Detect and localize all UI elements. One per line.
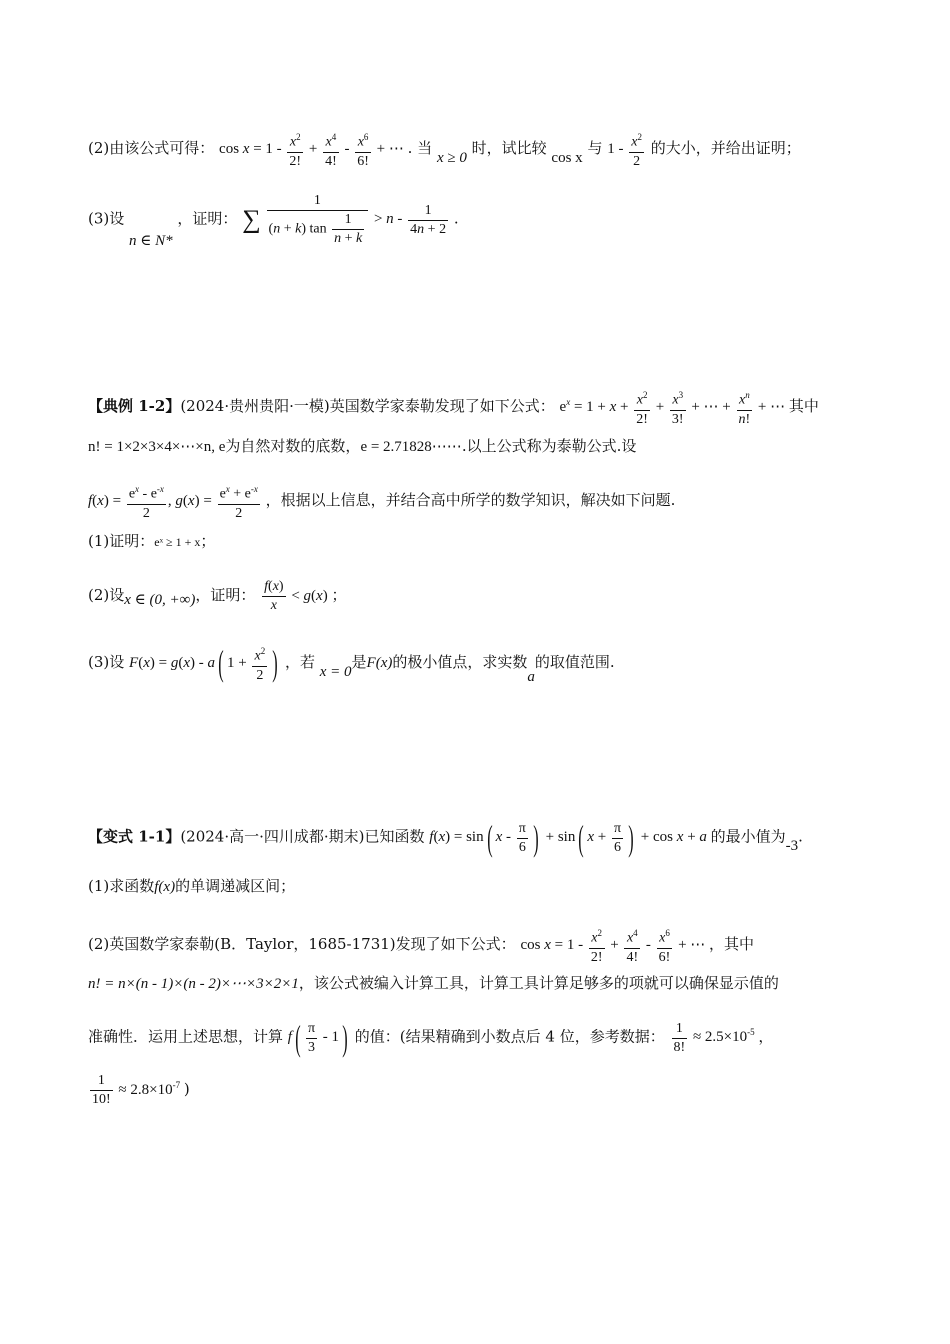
F-definition: F(x) = g(x) - a( 1 + $\frac{x^2}{2}$ )	[129, 643, 278, 684]
condition-n-natural: n ∈ N*	[129, 233, 173, 250]
variant-1-1-line3: 准确性．运用上述思想，计算 f( $\frac{\pi}{3}$ - 1) 的值：(结果精确到小数点后 4 位，参考数据： $\frac{1}{8!}$ ≈ $2.5\times 10^{-5}$ ，	[88, 1018, 774, 1058]
reference-8-factorial: $\frac{1}{8!}$ ≈ $2.5\times 10^{-5}$	[673, 1020, 755, 1055]
example-tag: 【典例 1-2】	[88, 396, 181, 415]
variant-1-1-q2: (2)英国数学家泰勒(B．Taylor，1685-1731)发现了如下公式： cos x = 1 - $\frac{x^2}{2!}$ + $\frac{x^4}{4!}$ - $\frac{x^6}{6!}$ + ⋯ ，其中	[88, 924, 890, 967]
sum-inequality-formula: ∑ 1 (n + k) tan $\frac{1}{n + k}$ > n - $\frac{1}{4n + 2}$	[242, 193, 447, 246]
f-pi-third-minus-one: f( $\frac{\pi}{3}$ - 1)	[287, 1018, 348, 1058]
example-1-2-q2: (2)设x ∈ (0, +∞)，证明： $\frac{f(x)}{x}$ < g(x) ；	[88, 579, 347, 613]
exp-taylor-formula: $e^x = 1 + x$ + $\frac{x^2}{2!}$ + $\frac{x^3}{3!}$ + ⋯ + $\frac{x^n}{n!}$ + ⋯	[560, 399, 789, 415]
variant-1-1-line2: n! = n×(n - 1)×(n - 2)×⋯×3×2×1，该公式被编入计算工具，计算工具计算足够多的项就可以确保显示值的	[88, 974, 779, 992]
example-1-2-line2: n! = 1×2×3×4×⋯×n, e为自然对数的底数，e = 2.71828⋯⋯.以上公式称为泰勒公式.设	[88, 437, 637, 455]
cos-series-formula-2: cos x = 1 - $\frac{x^2}{2!}$ + $\frac{x^4}{4!}$ - $\frac{x^6}{6!}$ + ⋯	[520, 937, 709, 953]
variant-1-1-q1: (1)求函数f(x)的单调递减区间；	[88, 877, 296, 895]
one-minus-half-x2: 1 - $\frac{x^2}{2}$	[607, 141, 646, 157]
example-1-2-q3: (3)设 F(x) = g(x) - a( 1 + $\frac{x^2}{2}$ ) ，若 x = 0是F(x)的极小值点，求实数a的取值范围.	[88, 643, 615, 685]
question-2-line: (2)由该公式可得： cos x = 1 - $\frac{x^2}{2!}$ + $\frac{x^4}{4!}$ - $\frac{x^6}{6!}$ + ⋯ . 当 x ≥ 0 时，试比较 cos x 与 1 - $\frac{x^2}{2}$ 的大小，并给出证明；	[88, 128, 890, 171]
example-1-2-q1: (1)证明：eˣ ≥ 1 + x；	[88, 532, 216, 550]
example-1-2-line3: f(x) = $\frac{e^x - e^{-x}}{2}$ , g(x) = $\frac{e^x + e^{-x}}{2}$ ，根据以上信息，并结合高中所学的数学知识，解决如下问题.	[88, 480, 890, 523]
question-3-line: (3)设 n ∈ N* ，证明： ∑ 1 (n + k) tan $\frac{1}{n + k}$ > n - $\frac{1}{4n + 2}$ .	[88, 193, 459, 250]
q2-label: (2)由该公式可得：	[88, 138, 215, 157]
cos-series-formula: cos x = 1 - $\frac{x^2}{2!}$ + $\frac{x^4}{4!}$ - $\frac{x^6}{6!}$ + ⋯	[219, 141, 408, 157]
f-sin-definition: f(x) = sin( x - $\frac{\pi}{6}$ ) + sin( x + $\frac{\pi}{6}$ ) + cos x + a	[429, 818, 707, 858]
variant-1-1-header: 【变式 1-1】(2024·高一·四川成都·期末)已知函数 f(x) = sin( x - $\frac{\pi}{6}$ ) + sin( x + $\frac{\pi}{6}$ ) + cos x + a 的最小值为-3.	[88, 818, 803, 858]
condition-x-nonneg: x ≥ 0	[436, 149, 467, 166]
variant-tag: 【变式 1-1】	[88, 827, 181, 846]
f-over-x-inequality: $\frac{f(x)}{x}$ < g(x)	[264, 579, 332, 613]
variant-1-1-line4: $\frac{1}{10!}$ ≈ $2.8\times 10^{-7}$ )	[88, 1072, 890, 1109]
reference-10-factorial: $\frac{1}{10!}$ ≈ $2.8\times 10^{-7}$	[92, 1073, 181, 1107]
example-1-2-header: 【典例 1-2】(2024·贵州贵阳·一模)英国数学家泰勒发现了如下公式： $e^x = 1 + x$ + $\frac{x^2}{2!}$ + $\frac{x^3}{3!}$ + ⋯ + $\frac{x^n}{n!}$ + ⋯ 其中	[88, 386, 890, 429]
f-g-definition: f(x) = $\frac{e^x - e^{-x}}{2}$ , g(x) = $\frac{e^x + e^{-x}}{2}$	[88, 493, 266, 509]
